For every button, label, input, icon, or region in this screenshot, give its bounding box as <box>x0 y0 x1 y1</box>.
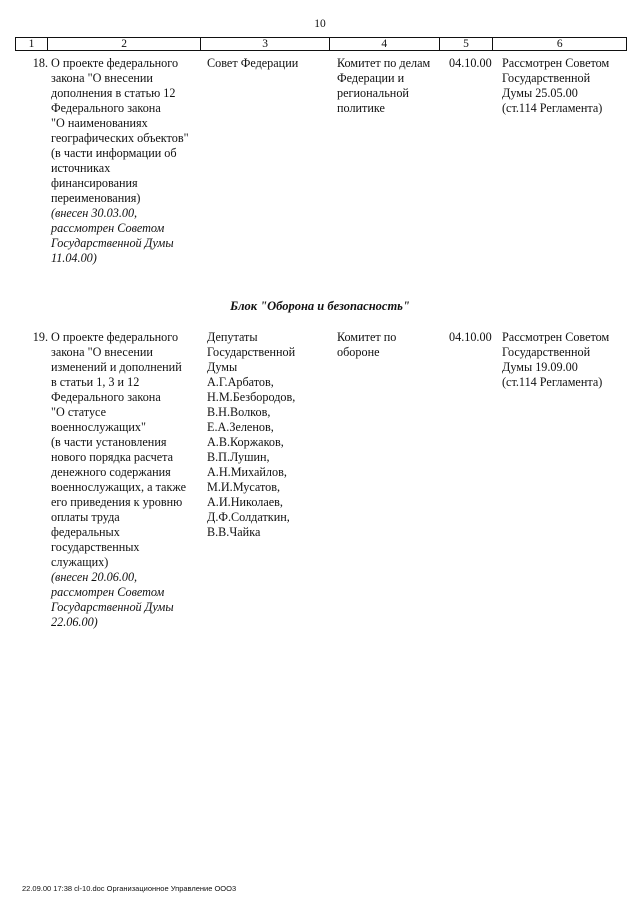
initiator-line: А.Н.Михайлов, <box>207 465 287 479</box>
bill-note-line: Государственной Думы <box>51 236 174 250</box>
committee-line: Федерации и <box>337 71 405 85</box>
bill-title-line: (в части установления <box>51 435 167 449</box>
initiator <box>207 330 295 540</box>
page-number: 10 <box>314 18 326 30</box>
bill-title-line: переименования) <box>51 191 141 205</box>
header-col-3: 3 <box>201 38 330 50</box>
bill-title-line: (в части информации об <box>51 146 177 160</box>
initiator-line: А.В.Коржаков, <box>207 435 284 449</box>
initiator-line: А.И.Николаев, <box>207 495 283 509</box>
bill-title-line: закона "О внесении <box>51 345 153 359</box>
status-line: Государственной <box>502 345 591 359</box>
bill-title-line: Федерального закона <box>51 390 161 404</box>
status-line: Государственной <box>502 71 591 85</box>
bill-title-line: военнослужащих, а также <box>51 480 187 494</box>
bill-title-line: государственных <box>51 540 140 554</box>
initiator-line: Государственной <box>207 345 296 359</box>
bill-note-line: 22.06.00) <box>51 615 98 629</box>
bill-title <box>51 330 186 630</box>
bill-title-line: источниках <box>51 161 111 175</box>
bill-title-line: О проекте федерального <box>51 56 179 70</box>
status-line: Рассмотрен Советом <box>502 330 610 344</box>
bill-note-line: Государственной Думы <box>51 600 174 614</box>
row-number: 18. <box>32 56 48 70</box>
status-line: Думы 19.09.00 <box>502 360 578 374</box>
committee-line: Комитет по <box>337 330 397 344</box>
date: 04.10.00 <box>449 56 492 70</box>
bill-title-line: финансирования <box>51 176 138 190</box>
status-line: (ст.114 Регламента) <box>502 375 603 389</box>
committee-line: региональной <box>337 86 409 100</box>
table-header-row <box>15 37 627 51</box>
bill-title-line: изменений и дополнений <box>51 360 182 374</box>
bill-note-line: 11.04.00) <box>51 251 97 265</box>
bill-title-line: Федерального закона <box>51 101 161 115</box>
bill-title-line: географических объектов" <box>51 131 189 145</box>
bill-title-line: служащих) <box>51 555 109 569</box>
committee-line: обороне <box>337 345 380 359</box>
initiator-line: В.В.Чайка <box>207 525 261 539</box>
committee <box>337 330 396 360</box>
bill-title-line: военнослужащих" <box>51 420 146 434</box>
initiator-line: М.И.Мусатов, <box>207 480 281 494</box>
bill-title <box>51 56 189 266</box>
header-col-1: 1 <box>16 38 48 50</box>
initiator <box>207 56 298 71</box>
committee <box>337 56 430 116</box>
bill-title-line: закона "О внесении <box>51 71 153 85</box>
bill-title-line: федеральных <box>51 525 120 539</box>
status <box>502 56 609 116</box>
section-title: Блок "Оборона и безопасность" <box>230 299 410 313</box>
bill-title-line: денежного содержания <box>51 465 171 479</box>
bill-title-line: оплаты труда <box>51 510 120 524</box>
initiator-line: Н.М.Безбородов, <box>207 390 296 404</box>
bill-note-line: (внесен 30.03.00, <box>51 206 138 220</box>
bill-title-line: "О наименованиях <box>51 116 148 130</box>
bill-title-line: нового порядка расчета <box>51 450 174 464</box>
initiator-line: Д.Ф.Солдаткин, <box>207 510 290 524</box>
status-line: Думы 25.05.00 <box>502 86 578 100</box>
bill-note-line: рассмотрен Советом <box>51 221 165 235</box>
initiator-line: В.Н.Волков, <box>207 405 271 419</box>
header-col-2: 2 <box>48 38 202 50</box>
committee-line: политике <box>337 101 385 115</box>
status <box>502 330 609 390</box>
bill-title-line: "О статусе <box>51 405 107 419</box>
initiator-line: Думы <box>207 360 238 374</box>
row-number: 19. <box>32 330 48 344</box>
header-col-5: 5 <box>440 38 494 50</box>
bill-note-line: (внесен 20.06.00, <box>51 570 138 584</box>
status-line: Рассмотрен Советом <box>502 56 610 70</box>
bill-title-line: дополнения в статью 12 <box>51 86 176 100</box>
initiator-line: В.П.Лушин, <box>207 450 270 464</box>
initiator-line: Е.А.Зеленов, <box>207 420 274 434</box>
bill-note-line: рассмотрен Советом <box>51 585 165 599</box>
bill-title-line: в статьи 1, 3 и 12 <box>51 375 140 389</box>
header-col-6: 6 <box>556 38 563 50</box>
committee-line: Комитет по делам <box>337 56 431 70</box>
header-col-4: 4 <box>330 38 440 50</box>
initiator-line: Депутаты <box>207 330 258 344</box>
date: 04.10.00 <box>449 330 492 344</box>
bill-title-line: О проекте федерального <box>51 330 179 344</box>
status-line: (ст.114 Регламента) <box>502 101 603 115</box>
bill-title-line: его приведения к уровню <box>51 495 183 509</box>
initiator-line: А.Г.Арбатов, <box>207 375 274 389</box>
initiator-line: Совет Федерации <box>207 56 299 70</box>
document-footer: 22.09.00 17:38 cl-10.doc Организационное Управление ООО3 <box>22 884 237 893</box>
